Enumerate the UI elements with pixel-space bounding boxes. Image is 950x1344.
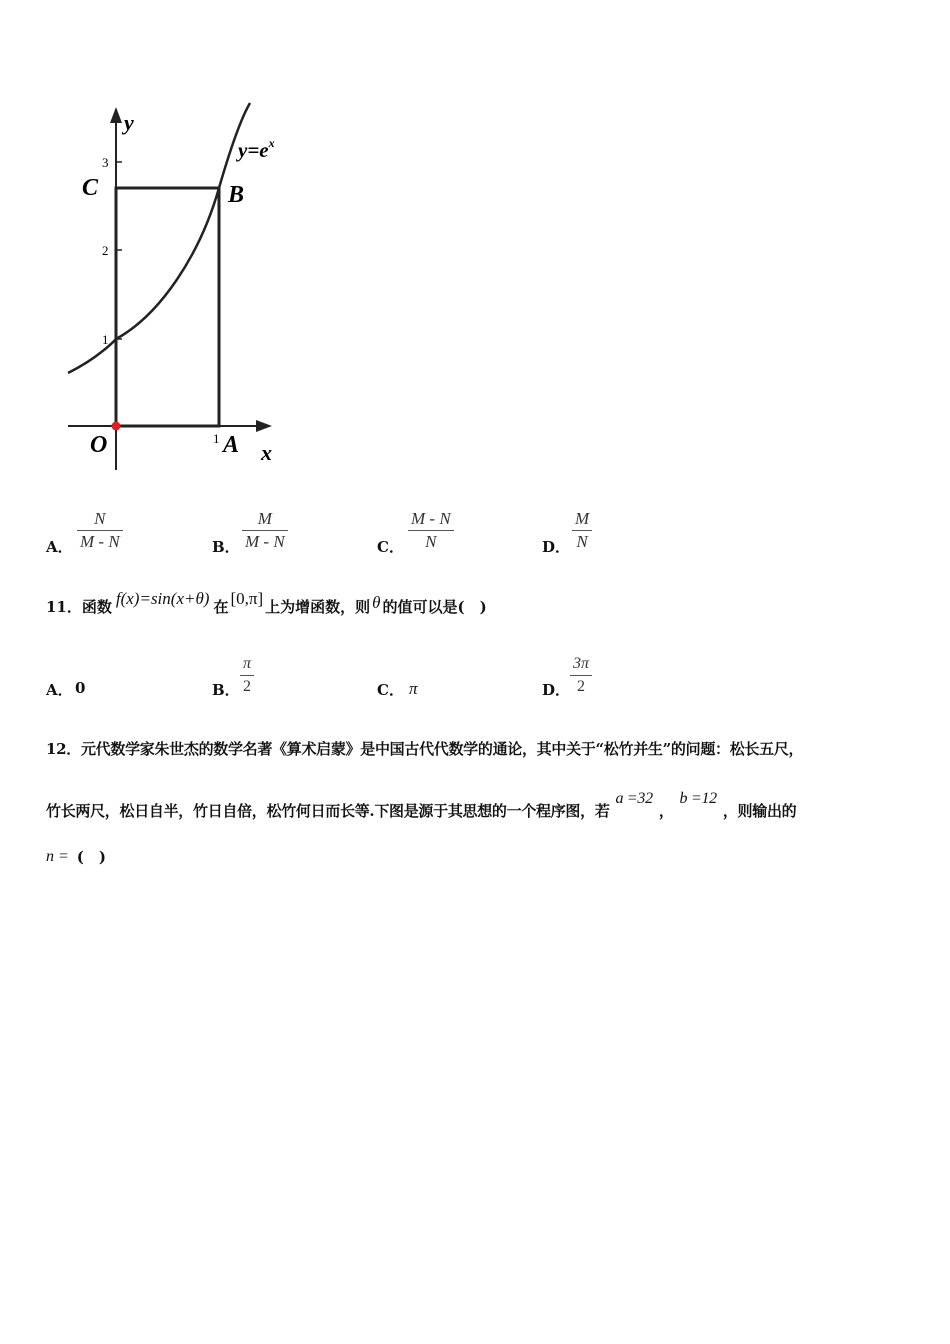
exp-curve (68, 103, 250, 373)
point-o-label: O (90, 432, 108, 458)
q10-option-c-fraction: M - N N (408, 510, 454, 551)
rectangle-oabc (116, 188, 219, 426)
exp-graph-figure (60, 95, 310, 480)
q12-end: ( ) (76, 848, 106, 866)
q12-line-3 (46, 846, 106, 867)
y-axis-arrow (110, 107, 122, 123)
q10-option-d-fraction: M N (572, 510, 592, 551)
q10-option-d-letter: D． (542, 538, 571, 556)
q11-option-b-letter: B． (212, 681, 240, 699)
q12-b-value: b =12 (679, 789, 717, 807)
q11-end: 的值可以是( ) (382, 598, 487, 616)
q11-option-c-text: π (409, 679, 418, 698)
q11-interval: [0,π] (230, 588, 264, 608)
x-axis-arrow (256, 420, 272, 432)
tick-y-1: 1 (102, 332, 109, 347)
q11-option-a-text: 0 (75, 679, 86, 697)
q11-middle: 上为增函数，则 (265, 598, 371, 616)
tick-y-3: 3 (102, 155, 109, 170)
axis-y-label: y (124, 110, 134, 135)
q11-option-d-letter: D． (542, 681, 571, 699)
point-a-label: A (223, 432, 240, 458)
q10-option-b-fraction: M M - N (242, 510, 288, 551)
q11-option-a-letter: A． (46, 681, 73, 699)
q12-n-expr: n = (46, 847, 69, 865)
q11-theta: θ (372, 592, 381, 612)
tick-x-1: 1 (213, 431, 220, 446)
tick-y-2: 2 (102, 243, 109, 258)
point-b-label: B (228, 182, 245, 208)
axis-x-label: x (261, 440, 272, 465)
q10-option-a-fraction: N M - N (77, 510, 123, 551)
q10-option-b-letter: B． (212, 538, 240, 556)
q10-option-c-letter: C． (377, 538, 404, 556)
curve-label: $y=e^x$ (238, 136, 275, 162)
q10-option-a-letter: A． (46, 538, 73, 556)
q11-option-d-fraction: 3π 2 (570, 655, 592, 696)
q12-line-2a: 竹长两尺，松日自半，竹日自倍，松竹何日而长等.下图是源于其思想的一个程序图，若 (46, 802, 610, 820)
q11-number: 11．函数 (46, 598, 112, 616)
origin-dot (112, 422, 121, 431)
q12-line-1: 12．元代数学家朱世杰的数学名著《算术启蒙》是中国古代代数学的通论，其中关于“松竹并生”的问题：松长五尺， (46, 740, 804, 758)
q12-comma: ， (658, 802, 674, 820)
q12-a-value: a =32 (615, 789, 653, 807)
q11-stem (46, 588, 487, 617)
q12-line-2 (46, 789, 797, 821)
q11-in: 在 (213, 598, 229, 616)
q12-line-2b: ，则输出的 (722, 802, 797, 820)
q11-option-c-letter: C． (377, 681, 404, 699)
q11-option-b-fraction: π 2 (240, 655, 254, 696)
q11-function: f(x)=sin(x+θ) (115, 588, 210, 608)
point-c-label: C (82, 175, 99, 201)
